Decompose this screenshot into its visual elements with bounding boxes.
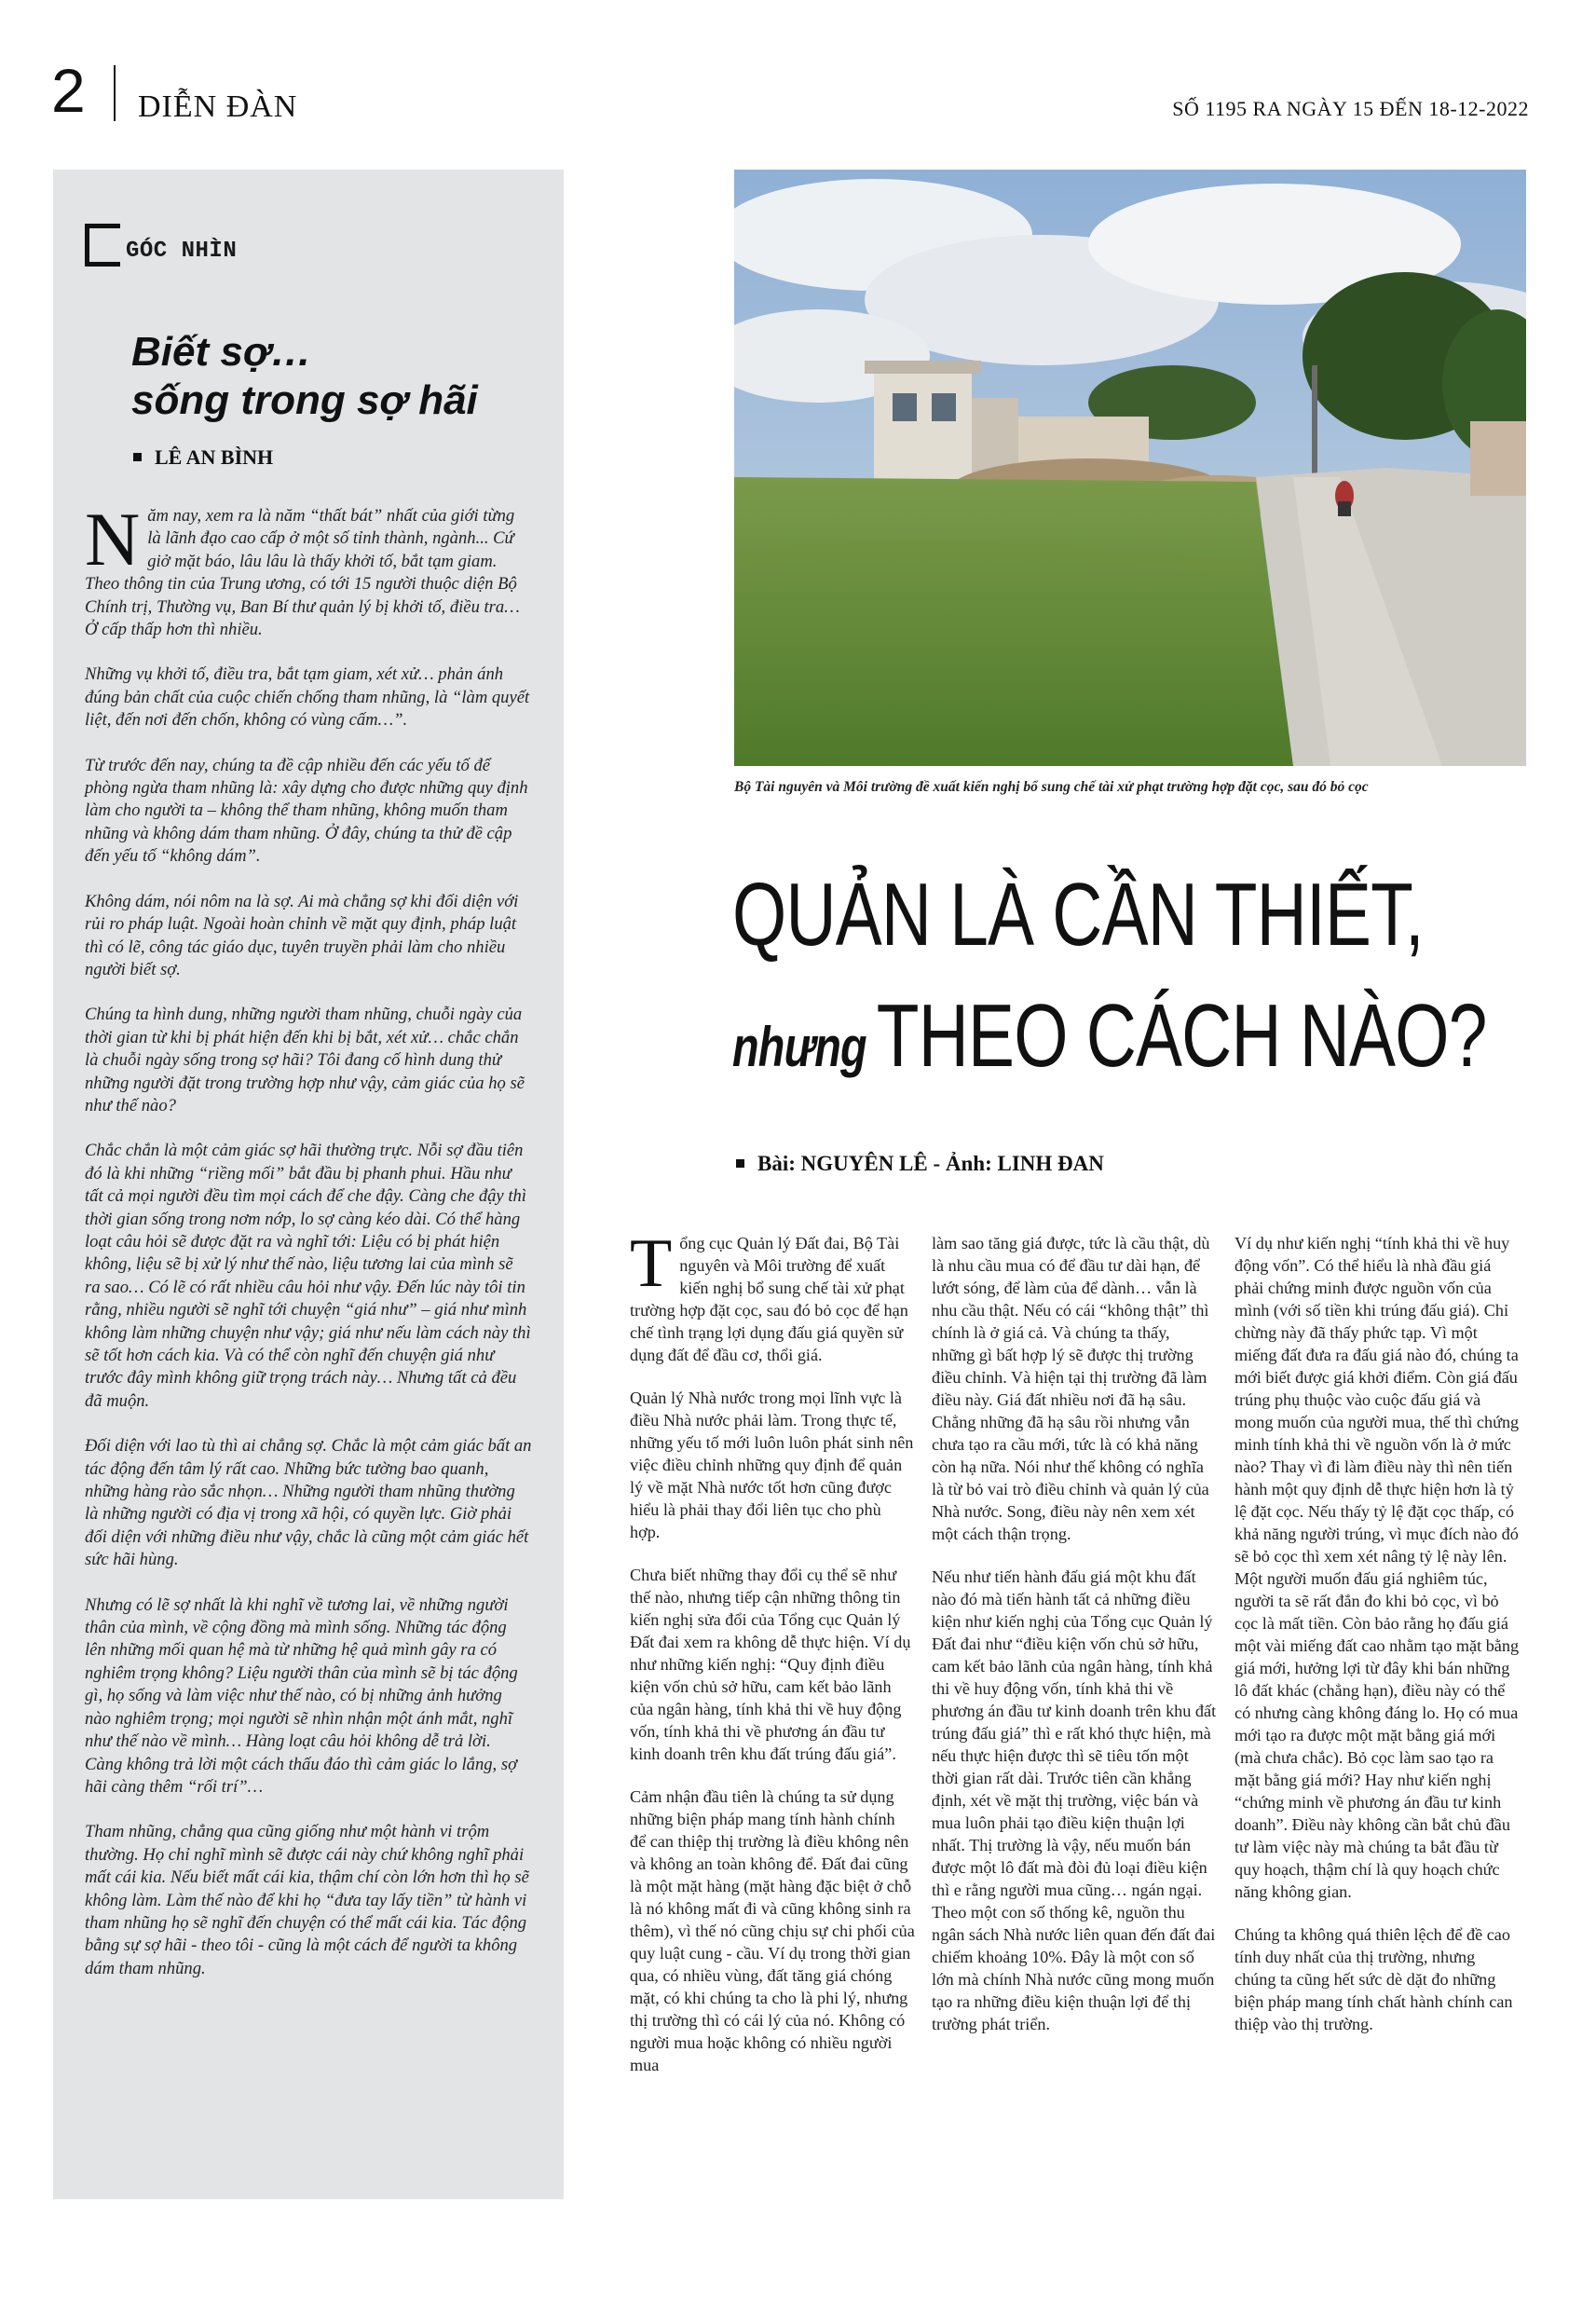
paragraph: Tổng cục Quản lý Đất đai, Bộ Tài nguyên và Môi trường để xuất kiến nghị bổ sung chế tài xử phạt trường hợp đặt cọc, sau đó bỏ cọc để hạn chế tình trạng lợi dụng đấu giá quyền sử dụng đất để đầu cơ, thổi giá. — [630, 1225, 908, 1364]
headline-lead-word: nhưng — [732, 1016, 866, 1078]
sidebar-opinion — [53, 170, 564, 2199]
column-label-text: GÓC NHÌN — [126, 239, 238, 264]
header-divider — [114, 65, 116, 121]
article-byline — [736, 1152, 1104, 1176]
sidebar-body — [85, 497, 532, 2003]
drop-cap: T — [630, 1225, 673, 1302]
section-title: DIỄN ĐÀN — [138, 89, 298, 124]
paragraph: Cảm nhận đầu tiên là chúng ta sử dụng những biện pháp mang tính hành chính để can thiệp thị trường là điều không nên và không an toàn không để. Đất đai cũng là một mặt hàng (mặt hàng đặc biệt ở chỗ là nó không mất đi và cũng không sinh ra thêm), vì thế nó cũng chịu sự chi phối của quy luật cung - cầu. Ví dụ trong thời gian qua, có nhiều vùng, đất tăng giá chóng mặt, có khi chúng ta cho là phi lý, nhưng thị trường thì có cái lý của nó. Không có người mua hoặc không có nhiều người mua — [630, 1787, 915, 2074]
headline-line1: QUẢN LÀ CẦN THIẾT, — [732, 865, 1424, 964]
sidebar-author-name: LÊ AN BÌNH — [155, 445, 274, 469]
paragraph: Chưa biết những thay đổi cụ thể sẽ như thế nào, nhưng tiếp cận những thông tin kiến nghị sửa đổi của Tổng cục Quản lý Đất đai xem ra không dễ thực hiện. Ví dụ như những kiến nghị: “Quy định điều kiện vốn chủ sở hữu, cam kết bảo lãnh của ngân hàng, tính khả thi về huy động vốn, tính khả thi về phương án đầu tư kinh doanh trên khu đất trúng đấu giá”. — [630, 1566, 911, 1763]
bracket-icon — [85, 224, 120, 267]
paragraph: Nhưng có lẽ sợ nhất là khi nghĩ về tương lai, về những người thân của mình, về cộng đồng mà mình sống. Những tác động lên những mối quan hệ mà từ những hệ quả mình gây ra có nghiêm trọng không? Liệu người thân của mình sẽ bị tác động gì, họ sống và làm việc như thế nào, có bị những ảnh hưởng nào nghiêm trọng; mọi người sẽ nhìn nhận một ánh mắt, nghĩ như thế nào về mình… Hàng loạt câu hỏi không dễ trả lời. Càng không trả lời một cách thấu đáo thì cảm giác lo lắng, sợ hãi càng thêm “rối trí”… — [85, 1594, 518, 1797]
paragraph: Ví dụ như kiến nghị “tính khả thi về huy động vốn”. Có thể hiểu là nhà đầu giá phải chứng minh được nguồn vốn của mình (với số tiền khi trúng đấu giá). Chỉ chừng này đã thấy phức tạp. Vì một miếng đất đưa ra đấu giá nào đó, chúng ta mới biết được giá khởi điểm. Còn giá đấu trúng phụ thuộc vào cuộc đấu giá và mong muốn của người mua, thế thì chứng minh tính khả thi về nguồn vốn là ở mức nào? Thay vì đi làm điều này thì nên tiến hành một quy định dễ thực hiện hơn là tỷ lệ đặt cọc. Nếu thấy tỷ lệ đặt cọc thấp, có khả năng người trúng, vì mục đích nào đó sẽ bỏ cọc thì xem xét nâng tỷ lệ này lên. Một người muốn đấu giá nghiêm túc, người ta sẽ rất đắn đo khi bỏ cọc, vì bỏ cọc là mất tiền. Còn bảo rằng họ đấu giá một vài miếng đất cao nhằm tạo mặt bằng giá mới, hưởng lợi từ đây khi bán những lô đất khác (chẳng hạn), điều này có thể có nhưng càng không đáng lo. Họ có mua mới tạo ra được một mặt bằng giá mới (mà chưa chắc). Bỏ cọc làm sao tạo ra mặt bằng giá mới? Hay như kiến nghị “chứng minh về phương án đầu tư kinh doanh”. Điều này không cần bắt chủ đầu tư làm việc này mà chúng ta bắt đầu từ quy hoạch, thậm chí là quy hoạch chức năng không gian. — [1235, 1234, 1520, 1901]
bullet-icon — [736, 1159, 744, 1168]
headline-main: THEO CÁCH NÀO? — [876, 986, 1487, 1086]
paragraph: Năm nay, xem ra là năm “thất bát” nhất của giới từng là lãnh đạo cao cấp ở một số tỉnh thành, ngành... Cứ giở mặt báo, lâu lâu là thấy khởi tố, bắt tạm giam. Theo thông tin của Trung ương, có tới 15 người thuộc diện Bộ Chính trị, Thường vụ, Ban Bí thư quản lý bị khởi tố, điều tra… Ở cấp thấp hơn thì nhiều. — [85, 497, 520, 640]
sidebar-title-line1: Biết sợ… — [131, 329, 312, 375]
paragraph: Đối diện với lao tù thì ai chẳng sợ. Chắc là một cảm giác bất an tác động đến tâm lý rất cao. Những bức tường bao quanh, những hàng rào sắc nhọn… Những người tham nhũng thường là những người có địa vị trong xã hội, có quyền lực. Giờ phải đối diện với những điều như vậy, chắc là cũng một cảm giác hết sức hãi hùng. — [85, 1436, 532, 1570]
paragraph: Chắc chắn là một cảm giác sợ hãi thường trực. Nỗi sợ đầu tiên đó là khi những “riềng mối” bắt đầu bị phanh phui. Hầu như tất cả mọi người đều tìm mọi cách để che đậy. Càng che đậy thì thời gian sống trong nơm nớp, lo sợ càng kéo dài. Có thể hàng loạt câu hỏi sẽ được đặt ra và nghĩ tới: Liệu có bị phát hiện không, liệu sẽ bị xử lý như thế nào, liệu tương lai của mình sẽ ra sao… Có lẽ có rất nhiều câu hỏi như vậy. Đến lúc này tôi tin rằng, nhiều người sẽ nghĩ tới chuyện “giá như” – giá như mình không làm những chuyện như vậy; giá như nếu làm cách này thì sẽ tốt hơn cách kia. Và có thể còn nghĩ đến chuyện giá như trước đây mình không giữ trọng trách này… Nhưng tất cả đều đã muộn. — [85, 1141, 531, 1411]
drop-cap: N — [85, 497, 141, 581]
photo-caption: Bộ Tài nguyên và Môi trường đề xuất kiến nghị bổ sung chế tài xử phạt trường hợp đặt cọc, sau đó bỏ cọc — [734, 779, 1369, 795]
paragraph: Nếu như tiến hành đấu giá một khu đất nào đó mà tiến hành tất cả những điều kiện như kiến nghị của Tổng cục Quản lý Đất đai như “điều kiện vốn chủ sở hữu, cam kết bảo lãnh của ngân hàng, tính khả thi về huy động vốn, tính khả thi về phương án đầu tư kinh doanh trên khu đất trúng đấu giá” thì e rất khó thực hiện, mà nếu thực hiện được thì sẽ tiêu tốn một thời gian rất dài. Trước tiên cần khẳng định, xét về mặt thị trường, việc bán và mua luôn phải tạo điều kiện thuận lợi nhất. Thị trường là vậy, nếu muốn bán được một lô đất mà đòi đủ loại điều kiện thì e rằng người mua cũng… ngán ngại. Theo một con số thống kê, nguồn thu ngân sách Nhà nước liên quan đến đất đai chiếm khoảng 10%. Đây là một con số lớn mà chính Nhà nước cũng mong muốn tạo ra những điều kiện thuận lợi để thị trường phát triển. — [932, 1567, 1217, 2033]
article-photo — [734, 170, 1526, 766]
land-photo-illustration — [734, 170, 1526, 766]
byline-text: Bài: NGUYÊN LÊ - Ảnh: LINH ĐAN — [757, 1152, 1104, 1175]
article-column-2 — [932, 1232, 1217, 2056]
paragraph: Những vụ khởi tố, điều tra, bắt tạm giam, xét xử… phản ánh đúng bản chất của cuộc chiến chống tham nhũng, là “làm quyết liệt, đến nơi đến chốn, không có vùng cấm…”. — [85, 664, 530, 731]
article-column-3 — [1235, 1232, 1520, 2056]
page-number: 2 — [51, 56, 86, 125]
sidebar-title — [131, 328, 541, 425]
headline-line2 — [732, 986, 1487, 1096]
paragraph: Từ trước đến nay, chúng ta đề cập nhiều đến các yếu tố để phòng ngừa tham nhũng là: xây dựng cho được những quy định làm cho người ta – không thể tham nhũng, không muốn tham nhũng và không dám tham nhũng. Ở đây, chúng ta thử đề cập đến yếu tố “không dám”. — [85, 755, 528, 867]
sidebar-title-line2: sống trong sợ hãi — [131, 377, 478, 423]
paragraph: Quản lý Nhà nước trong mọi lĩnh vực là điều Nhà nước phải làm. Trong thực tế, những yếu tố mới luôn luôn phát sinh nên việc điều chỉnh những quy định để quản lý về mặt Nhà nước tốt hơn cũng được hiểu là phải thay đổi liên tục cho phù hợp. — [630, 1389, 914, 1541]
paragraph: Chúng ta không quá thiên lệch để đề cao tính duy nhất của thị trường, nhưng chúng ta cũng hết sức dè dặt đo những biện pháp mang tính chất hành chính can thiệp vào thị trường. — [1235, 1925, 1513, 2033]
paragraph: Không dám, nói nôm na là sợ. Ai mà chẳng sợ khi đối diện với rủi ro pháp luật. Ngoài hoàn chỉnh về mặt quy định, pháp luật thì có lẽ, công tác giáo dục, tuyên truyền phải làm cho nhiều người biết sợ. — [85, 891, 519, 979]
paragraph: Tham nhũng, chẳng qua cũng giống như một hành vi trộm thường. Họ chỉ nghĩ mình sẽ được cái này chứ không nghĩ phải mất cái kia. Nếu biết mất cái kia, thậm chí còn lớn hơn thì họ sẽ không làm. Làm thế nào để khi họ “đưa tay lấy tiền” từ hành vi tham nhũng họ sẽ nghĩ đến chuyện có thể mất cái kia. Tác động bằng sự sợ hãi - theo tôi - cũng là một cách để người ta không dám tham nhũng. — [85, 1822, 529, 1978]
issue-info: SỐ 1195 RA NGÀY 15 ĐẾN 18-12-2022 — [1172, 97, 1529, 120]
bullet-icon — [133, 453, 142, 461]
article-column-1 — [630, 1225, 915, 2097]
paragraph: làm sao tăng giá được, tức là cầu thật, dù là nhu cầu mua có để đầu tư dài hạn, để lướt sóng, để làm của để dành… vẫn là nhu cầu thật. Nếu có cái “không thật” thì chính là ở giá cả. Và chúng ta thấy, những gì bất hợp lý sẽ được thị trường điều chỉnh. Và hiện tại thị trường đã làm điều này. Giá đất nhiều nơi đã hạ sâu. Chẳng những đã hạ sâu rồi nhưng vẫn chưa tạo ra cầu mới, tức là có khả năng còn hạ nữa. Nói như thế không có nghĩa là từ bỏ vai trò điều chỉnh và quản lý của Nhà nước. Song, điều này nên xem xét một cách thận trọng. — [932, 1234, 1210, 1543]
sidebar-author — [133, 445, 273, 470]
paragraph: Chúng ta hình dung, những người tham nhũng, chuỗi ngày của thời gian từ khi bị phát hiện đến khi bị bắt, xét xử… chắc chắn là chuỗi ngày sống trong sợ hãi? Tôi đang cố hình dung thử những người đặt trong trường hợp như vậy, cảm giác của họ sẽ như thế nào? — [85, 1005, 525, 1115]
